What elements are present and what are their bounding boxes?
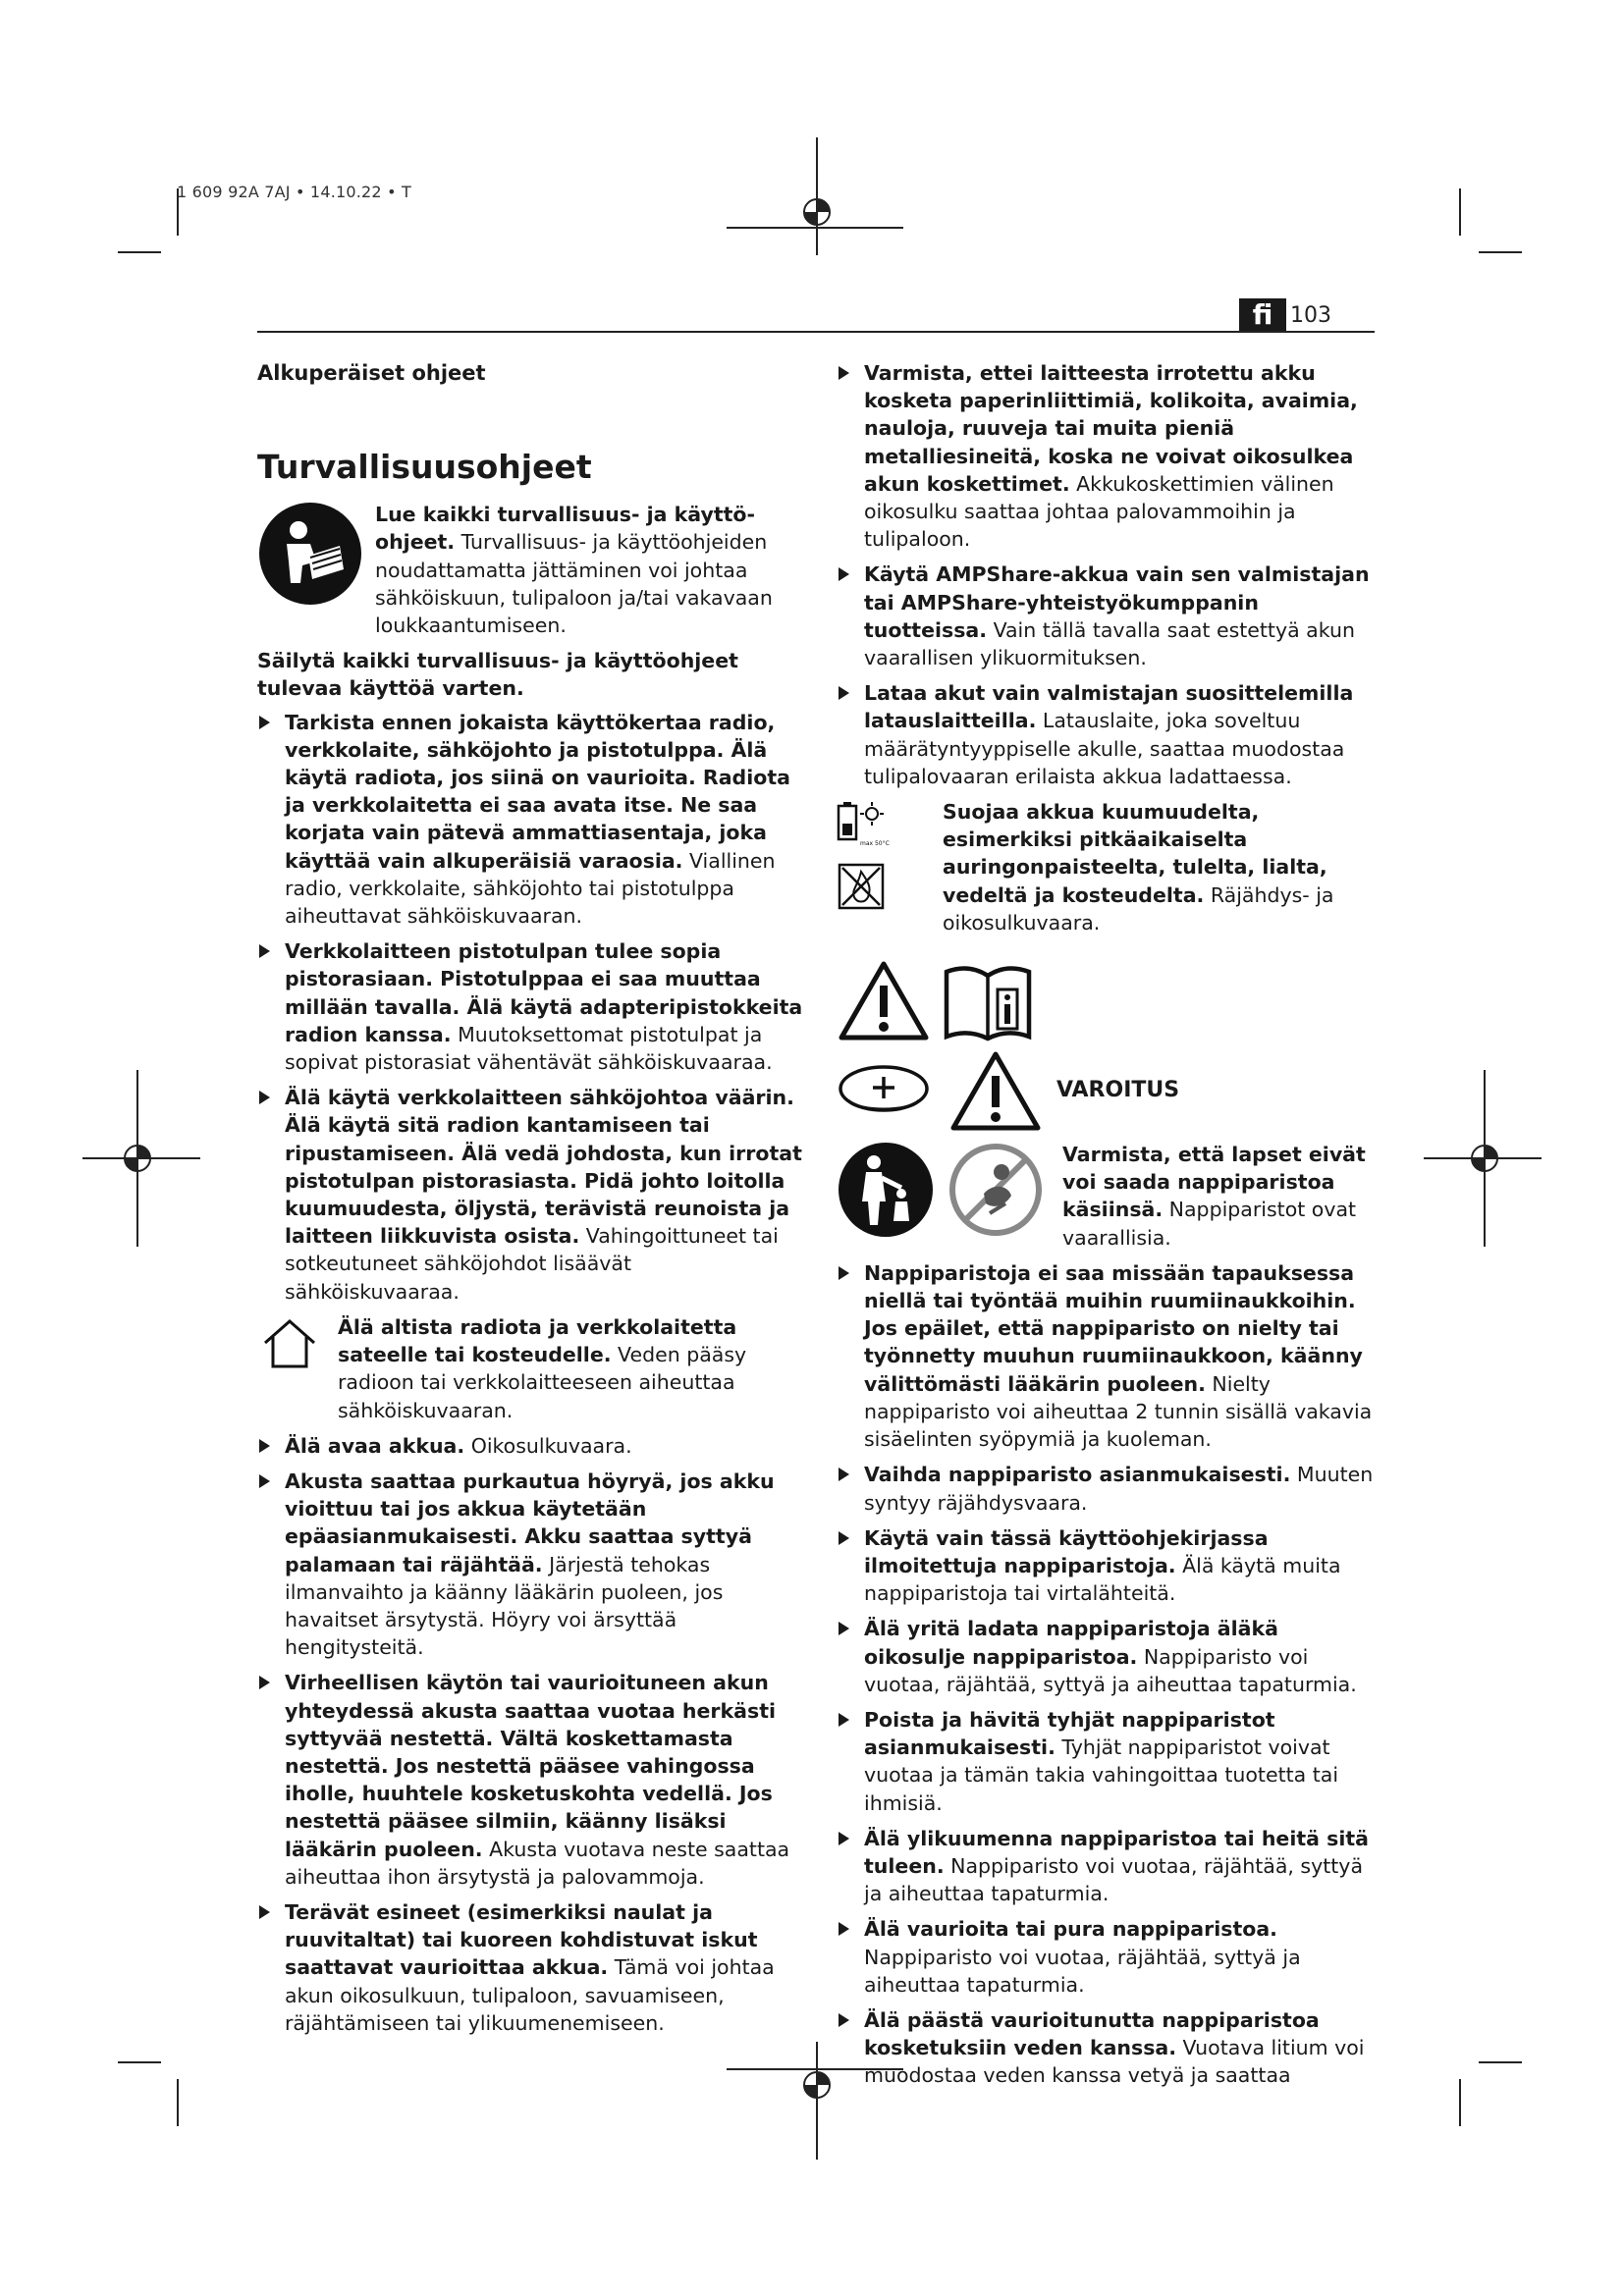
heat-icon-label: max 50°C xyxy=(860,840,890,848)
safety-section-title: Turvallisuusohjeet xyxy=(257,448,592,487)
bullet-triangle-icon xyxy=(259,1905,270,1919)
item-text: Vahingoittuneet tai sotkeutuneet sähköjohdot lisäävät sähköiskuvaaraa. xyxy=(285,1224,779,1304)
item-bold: Älä avaa akkua. xyxy=(285,1433,465,1458)
read-manual-icon xyxy=(257,501,363,607)
item-text: Nappiparisto voi vuotaa, räjähtää, syttyä ja aiheuttaa tapaturmia. xyxy=(864,1945,1301,1997)
bullet-triangle-icon xyxy=(839,2013,849,2027)
registration-mark-top xyxy=(727,137,903,255)
child-warning-text: Nappiparistot ovat vaarallisia. xyxy=(1062,1198,1357,1250)
item-text: Viallinen radio, verkkolaite, sähköjohto tai pistotulppa aiheuttavat sähköiskuvaaran. xyxy=(285,848,776,929)
registration-mark-left xyxy=(82,1070,200,1247)
list-item xyxy=(837,1706,1386,1817)
item-text: Muuten syntyy räjähdysvaara. xyxy=(864,1463,1374,1515)
bullet-triangle-icon xyxy=(839,1922,849,1936)
document-id: 1 609 92A 7AJ • 14.10.22 • T xyxy=(177,183,411,201)
item-bold: Älä yritä ladata nappiparistoja äläkä oikosulje nappiparistoa. xyxy=(864,1617,1278,1669)
warning-triangle-icon xyxy=(837,958,931,1042)
read-instructions-text: Turvallisuus- ja käyttöohjeiden noudattamatta jättäminen voi johtaa sähköiskuun, tulipaloon ja/tai vakavaan loukkaantumiseen. xyxy=(375,530,773,638)
child-warning-block xyxy=(837,1141,1386,1252)
list-item xyxy=(257,1898,803,2037)
list-item xyxy=(837,561,1386,671)
child-warning-bold: Varmista, että lapset eivät voi saada nappiparistoa käsiinsä. xyxy=(1062,1143,1366,1222)
item-text: Nappiparisto voi vuotaa, räjähtää, syttyä ja aiheuttaa tapaturmia. xyxy=(864,1853,1364,1906)
bullet-triangle-icon xyxy=(259,716,270,729)
item-text: Älä käytä muita nappiparistoja tai virtalähteitä. xyxy=(864,1553,1341,1606)
item-bold: Vaihda nappiparisto asianmukaisesti. xyxy=(864,1463,1291,1487)
item-bold: Nappiparistoja ei saa missään tapauksessa niellä tai työntää muihin ruumiinaukkoihin. Jos epäilet, että nappiparisto on nielty tai työnnetty muuhun ruumiinaukkoon, käänny välittömästi lääkärin puoleen. xyxy=(864,1260,1363,1396)
rain-warning-text: Veden pääsy radioon tai verkkolaitteeseen aiheuttaa sähköiskuvaaran. xyxy=(338,1343,747,1422)
bullet-triangle-icon xyxy=(839,1713,849,1727)
list-item xyxy=(257,1669,803,1891)
list-item xyxy=(837,1524,1386,1608)
bullet-triangle-icon xyxy=(839,567,849,581)
indoor-use-house-icon xyxy=(259,1313,320,1374)
list-item xyxy=(837,1615,1386,1698)
item-text: Oikosulkuvaara. xyxy=(464,1433,632,1458)
keep-from-children-icon xyxy=(837,1141,935,1239)
item-bold: Älä päästä vaurioitunutta nappiparistoa kosketuksiin veden kanssa. xyxy=(864,2007,1320,2060)
bullet-triangle-icon xyxy=(839,1266,849,1280)
list-item xyxy=(837,359,1386,553)
manual-info-icon xyxy=(941,958,1035,1042)
item-text: Nielty nappiparisto voi aiheuttaa 2 tunnin sisällä vakavia sisäelinten syöpymiä ja kuoleman. xyxy=(864,1371,1373,1452)
item-bold: Älä vaurioita tai pura nappiparistoa. xyxy=(864,1917,1277,1942)
original-instructions-title: Alkuperäiset ohjeet xyxy=(257,361,486,385)
item-bold: Varmista, ettei laitteesta irrotettu akku kosketa paperinliittimiä, kolikoita, avaimia, nauloja, ruuveja tai muita pieniä metalliesineitä, koska ne voivat oikosulkea akun koskettimet. xyxy=(864,361,1358,496)
item-bold: Virheellisen käytön tai vaurioituneen akun yhteydessä akusta saattaa vuotaa herkästi syttyvää nestettä. Vältä koskettamasta nestettä. Jos nestettä pääsee vahingossa iholle, huuhtele kosketuskohta vedellä. Jos nestettä pääsee silmiin, käänny lisäksi lääkärin puoleen. xyxy=(285,1671,777,1861)
item-bold: Älä ylikuumenna nappiparistoa tai heitä sitä tuleen. xyxy=(864,1826,1369,1878)
list-item xyxy=(257,937,803,1076)
list-item xyxy=(837,1915,1386,1999)
read-instructions-bold: Lue kaikki turvallisuus- ja käyttöohjeet. xyxy=(375,503,756,555)
bullet-triangle-icon xyxy=(839,1832,849,1845)
item-text: Tämä voi johtaa akun oikosulkuun, tulipaloon, savuamiseen, räjähtämiseen tai ylikuumenemiseen. xyxy=(285,1955,775,2035)
warning-label: VAROITUS xyxy=(1056,1077,1180,1102)
item-text: Akusta vuotava neste saattaa aiheuttaa ihon ärsytystä ja palovammoja. xyxy=(285,1837,790,1889)
bullet-triangle-icon xyxy=(839,1531,849,1545)
item-text: Vuotava litium voi muodostaa veden kanssa vetyä ja saattaa xyxy=(864,2036,1365,2088)
item-text: Akkukoskettimien välinen oikosulku saattaa johtaa palovammoihin ja tulipaloon. xyxy=(864,471,1334,552)
keep-instructions: Säilytä kaikki turvallisuus- ja käyttöohjeet tulevaa käyttöä varten. xyxy=(257,649,738,701)
item-text: Latauslaite, joka soveltuu määrätyntyyppiselle akulle, saattaa muodostaa tulipalovaaran erilaista akkua ladattaessa. xyxy=(864,709,1345,788)
language-badge: fi xyxy=(1239,298,1286,331)
bullet-triangle-icon xyxy=(839,1622,849,1635)
battery-sun-icon xyxy=(837,798,890,849)
item-bold: Terävät esineet (esimerkiksi naulat ja ruuvitaltat) tai kuoreen kohdistuvat iskut saattavat vaurioittaa akkua. xyxy=(285,1899,758,1980)
item-bold: Käytä vain tässä käyttöohjekirjassa ilmoitettuja nappiparistoja. xyxy=(864,1525,1269,1577)
bullet-triangle-icon xyxy=(259,1474,270,1488)
bullet-triangle-icon xyxy=(259,1676,270,1689)
right-column xyxy=(837,359,1386,2098)
list-item xyxy=(257,1084,803,1306)
rain-warning-bold: Älä altista radiota ja verkkolaitetta sateelle tai kosteudelle. xyxy=(338,1314,737,1367)
list-item xyxy=(257,1432,803,1460)
list-item xyxy=(837,2006,1386,2090)
heat-icons xyxy=(837,798,890,936)
list-item xyxy=(257,709,803,931)
list-item xyxy=(257,1468,803,1661)
button-cell-warning-row xyxy=(837,1048,1386,1133)
item-text: Järjestä tehokas ilmanvaihto ja käänny lääkärin puoleen, jos havaitset ärsytystä. Höyry voi ärsyttää hengitysteitä. xyxy=(285,1552,724,1660)
rain-warning-block xyxy=(257,1313,803,1424)
left-column xyxy=(257,359,803,2045)
list-item xyxy=(837,1259,1386,1453)
button-cell-battery-icon xyxy=(837,1059,935,1122)
no-swallow-icon xyxy=(947,1141,1045,1239)
list-item xyxy=(837,1825,1386,1908)
heat-warning-bold: Suojaa akkua kuumuudelta, esimerkiksi pitkäaikaiselta auringonpaisteelta, tulelta, lialta, vedeltä ja kosteudelta. xyxy=(943,800,1327,907)
no-fire-icon xyxy=(837,862,886,911)
item-bold: Käytä AMPShare-akkua vain sen valmistajan tai AMPShare-yhteistyökumppanin tuotteissa. xyxy=(864,562,1370,642)
item-bold: Tarkista ennen jokaista käyttökertaa radio, verkkolaite, sähköjohto ja pistotulppa. Älä käytä radiota, jos siinä on vaurioita. Radiota ja verkkolaitetta ei saa avata itse. Ne saa korjata vain pätevä ammattiasentaja, joka käyttää vain alkuperäisiä varaosia. xyxy=(285,710,790,873)
bullet-triangle-icon xyxy=(259,1439,270,1453)
bullet-triangle-icon xyxy=(259,1091,270,1104)
item-bold: Akusta saattaa purkautua höyryä, jos akku vioittuu tai jos akkua käytetään epäasianmukaisesti. Akku saattaa syttyä palamaan tai räjähtää. xyxy=(285,1468,775,1576)
registration-mark-right xyxy=(1424,1070,1542,1247)
item-text: Muutoksettomat pistotulpat ja sopivat pistorasiat vähentävät sähköiskuvaaraa. xyxy=(285,1022,773,1075)
item-bold: Lataa akut vain valmistajan suosittelemilla latauslaitteilla. xyxy=(864,681,1354,733)
item-text: Vain tällä tavalla saat estettyä akun vaarallisen ylikuormituksen. xyxy=(864,617,1355,670)
item-text: Nappiparisto voi vuotaa, räjähtää, syttyä ja aiheuttaa tapaturmia. xyxy=(864,1644,1357,1696)
list-item xyxy=(837,1461,1386,1516)
list-item xyxy=(837,679,1386,790)
item-bold: Verkkolaitteen pistotulpan tulee sopia pistorasiaan. Pistotulppaa ei saa muuttaa millään tavalla. Älä käytä adapteripistokkeita radion kanssa. xyxy=(285,939,803,1046)
read-instructions-block xyxy=(257,501,803,639)
warning-triangle-icon xyxy=(948,1048,1043,1133)
bullet-triangle-icon xyxy=(839,686,849,700)
heat-warning-block xyxy=(837,798,1386,936)
hazard-symbols xyxy=(837,958,1386,1042)
bullet-triangle-icon xyxy=(839,1468,849,1481)
page-number: 103 xyxy=(1290,303,1331,328)
item-text: Tyhjät nappiparistot voivat vuotaa ja tämän takia vahingoittaa tuotetta tai ihmisiä. xyxy=(864,1735,1339,1815)
bullet-triangle-icon xyxy=(259,944,270,958)
heat-warning-text: Räjähdys- ja oikosulkuvaara. xyxy=(943,882,1334,934)
item-bold: Älä käytä verkkolaitteen sähköjohtoa väärin. Älä käytä sitä radion kantamiseen tai ripustamiseen. Älä vedä johdosta, kun irrotat pistotulpan pistorasiasta. Pidä johto loitolla kuumuudesta, öljystä, terävistä reunoista ja laitteen liikkuvista osista. xyxy=(285,1086,802,1249)
header-rule xyxy=(257,331,1375,333)
item-bold: Poista ja hävitä tyhjät nappiparistot asianmukaisesti. xyxy=(864,1707,1275,1760)
bullet-triangle-icon xyxy=(839,366,849,380)
